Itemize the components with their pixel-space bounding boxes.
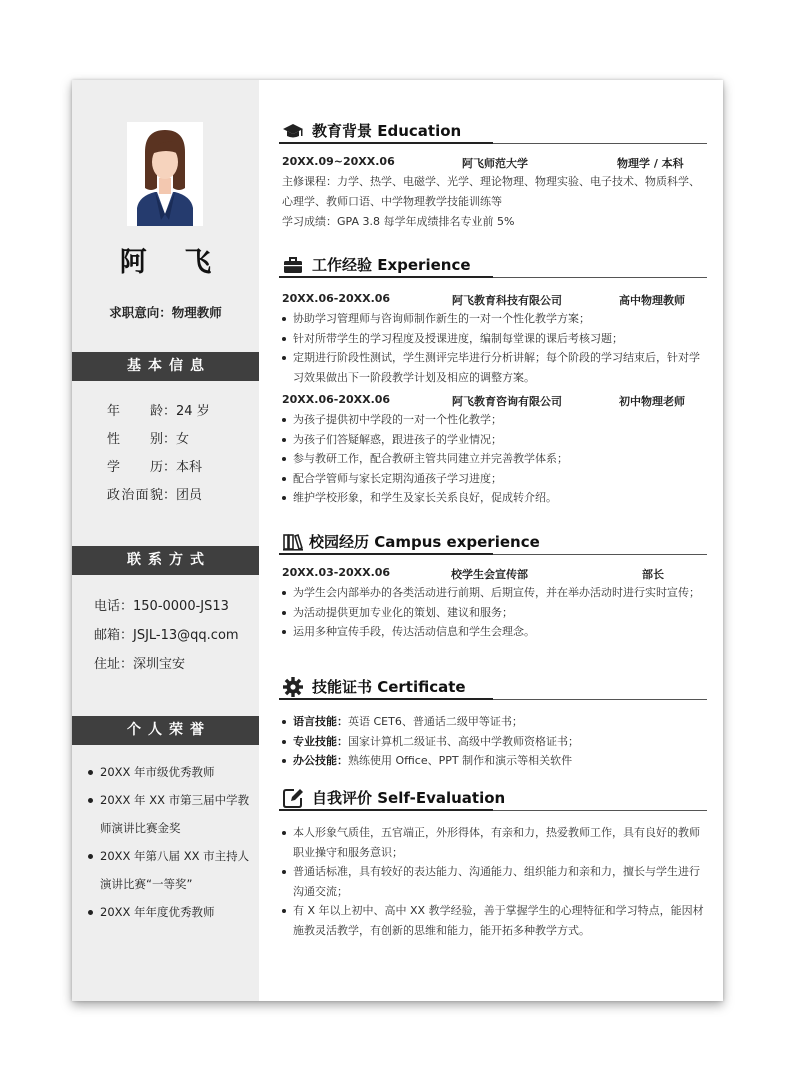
certificate-section <box>279 674 707 771</box>
list-item: 配合学管师与家长定期沟通孩子学习进度； <box>279 469 707 489</box>
section-title: 校园经历 Campus experience <box>309 533 540 551</box>
contact-list <box>94 592 239 679</box>
education-section <box>279 118 707 232</box>
campus-section <box>279 529 707 642</box>
sidebar <box>72 80 259 1001</box>
entry-role: 部长 <box>642 568 664 581</box>
cert-label: 办公技能： <box>293 754 348 767</box>
self-evaluation-list <box>279 823 707 940</box>
entry-date: 20XX.03-20XX.06 <box>282 566 391 579</box>
job-entry-header <box>279 289 707 309</box>
briefcase-icon <box>282 254 304 276</box>
info-label: 年 龄 <box>107 404 163 419</box>
info-value: 本科 <box>176 460 203 475</box>
list-item: 定期进行阶段性测试，学生测评完毕进行分析讲解；每个阶段的学习结束后，针对学习效果做出下一阶段教学计划及相应的调整方案。 <box>279 348 707 387</box>
info-row-gender: 性 别：女 <box>107 426 210 454</box>
section-header <box>279 674 707 700</box>
self-evaluation-section <box>279 785 707 940</box>
list-item: 运用多种宣传手段，传达活动信息和学生会理念。 <box>279 622 707 642</box>
gear-icon <box>282 676 304 698</box>
honors-list <box>84 758 256 926</box>
entry-date: 20XX.06-20XX.06 <box>282 393 391 406</box>
list-item: 针对所带学生的学习程度及授课进度，编制每堂课的课后考核习题； <box>279 329 707 349</box>
contact-address: 住址：深圳宝安 <box>94 657 186 672</box>
section-title: 工作经验 Experience <box>312 256 471 274</box>
resume-page <box>72 80 723 1001</box>
info-value: 团员 <box>176 488 203 503</box>
list-item: 为孩子提供初中学段的一对一个性化教学； <box>279 410 707 430</box>
info-label: 学 历 <box>107 460 163 475</box>
cert-label: 专业技能： <box>293 734 348 748</box>
list-item: 协助学习管理师与咨询师制作新生的一对一个性化教学方案； <box>279 309 707 329</box>
job-duties-list <box>279 309 707 387</box>
list-item: 有 X 年以上初中、高中 XX 教学经验，善于掌握学生的心理特征和学习特点，能因材施教灵活教学，有创新的思维和能力，能开拓多种教学方式。 <box>279 901 707 940</box>
list-item: 本人形象气质佳，五官端正，外形得体，有亲和力，热爱教师工作，具有良好的教师职业操守和服务意识； <box>279 823 707 862</box>
section-title: 自我评价 Self-Evaluation <box>312 789 506 807</box>
entry-school: 阿飞师范大学 <box>462 157 528 170</box>
entry-role: 高中物理教师 <box>619 294 685 307</box>
campus-duties-list <box>279 583 707 642</box>
grades-text: 学习成绩：GPA 3.8 每学年成绩排名专业前 5% <box>282 215 515 228</box>
info-row-age: 年 龄：24 岁 <box>107 398 210 426</box>
list-item <box>279 712 707 732</box>
entry-major: 物理学 / 本科 <box>617 157 684 170</box>
basic-info-list <box>107 398 210 510</box>
campus-entry-header <box>279 563 707 583</box>
section-header <box>279 785 707 811</box>
books-icon <box>282 531 304 553</box>
job-entry-header <box>279 390 707 410</box>
basic-info-heading: 基本信息 <box>72 352 259 381</box>
courses-text: 主修课程：力学、热学、电磁学、光学、理论物理、物理实验、电子技术、物质科学、心理学、教师口语、中学物理教学技能训练等 <box>282 175 700 208</box>
list-item: 参与教研工作，配合教研主管共同建立并完善教学体系； <box>279 449 707 469</box>
list-item: 20XX 年第八届 XX 市主持人演讲比赛“一等奖” <box>84 842 256 898</box>
list-item: 20XX 年年度优秀教师 <box>84 898 256 926</box>
list-item <box>279 751 707 771</box>
entry-date: 20XX.06-20XX.06 <box>282 292 391 305</box>
entry-date: 20XX.09~20XX.06 <box>282 155 395 168</box>
avatar <box>127 122 203 226</box>
job-intent: 求职意向：物理教师 <box>109 305 222 320</box>
info-value: 24 岁 <box>176 404 210 419</box>
list-item: 20XX 年市级优秀教师 <box>84 758 256 786</box>
list-item: 维护学校形象，和学生及家长关系良好，促成转介绍。 <box>279 488 707 508</box>
experience-section <box>279 252 707 508</box>
info-value: 女 <box>176 432 190 447</box>
contact-phone: 电话：150-0000-JS13 <box>94 599 229 614</box>
section-title: 教育背景 Education <box>312 122 462 140</box>
entry-org: 校学生会宣传部 <box>451 568 528 581</box>
candidate-name: 阿 飞 <box>119 247 226 278</box>
education-entry <box>279 152 707 172</box>
section-header <box>279 118 707 144</box>
info-row-education: 学 历：本科 <box>107 454 210 482</box>
info-label: 性 别 <box>107 432 163 447</box>
entry-company: 阿飞教育咨询有限公司 <box>452 395 562 408</box>
cert-value: 熟练使用 Office、PPT 制作和演示等相关软件 <box>348 754 573 767</box>
cert-label: 语言技能： <box>293 715 348 728</box>
contact-email: 邮箱：JSJL-13@qq.com <box>94 628 239 643</box>
list-item: 为孩子们答疑解惑，跟进孩子的学业情况； <box>279 430 707 450</box>
entry-role: 初中物理老师 <box>619 395 685 408</box>
list-item <box>279 732 707 752</box>
cert-value: 英语 CET6、普通话二级甲等证书； <box>348 715 523 728</box>
list-item: 普通话标准，具有较好的表达能力、沟通能力、组织能力和亲和力，擅长与学生进行沟通交流； <box>279 862 707 901</box>
job-duties-list <box>279 410 707 508</box>
honors-heading: 个人荣誉 <box>72 716 259 745</box>
edit-icon <box>282 787 304 809</box>
list-item: 为活动提供更加专业化的策划、建议和服务； <box>279 603 707 623</box>
contact-heading: 联系方式 <box>72 546 259 575</box>
section-header <box>279 252 707 278</box>
info-label: 政治面貌 <box>107 488 163 503</box>
cert-value: 国家计算机二级证书、高级中学教师资格证书； <box>348 734 579 748</box>
entry-company: 阿飞教育科技有限公司 <box>452 294 562 307</box>
list-item: 为学生会内部举办的各类活动进行前期、后期宣传，并在举办活动时进行实时宣传； <box>279 583 707 603</box>
graduation-cap-icon <box>282 120 304 142</box>
section-title: 技能证书 Certificate <box>312 678 466 696</box>
info-row-politics: 政治面貌：团员 <box>107 482 210 510</box>
certificate-list <box>279 712 707 771</box>
list-item: 20XX 年 XX 市第三届中学教师演讲比赛金奖 <box>84 786 256 842</box>
section-header <box>279 529 707 555</box>
